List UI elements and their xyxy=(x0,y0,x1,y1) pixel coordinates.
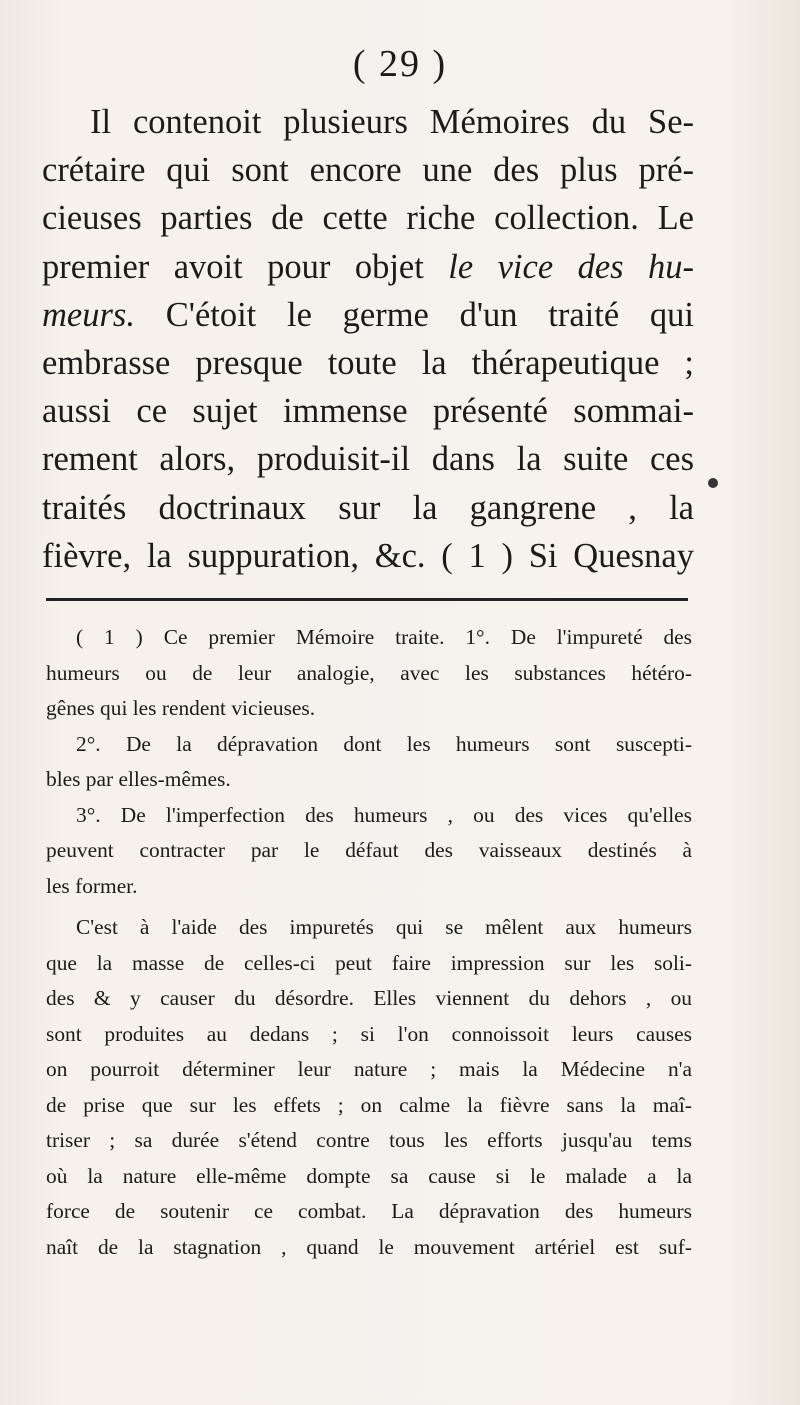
text-line-with-italic xyxy=(42,243,694,291)
footnote-paragraph xyxy=(46,727,692,798)
footnote-line: 3°. De l'imperfection des humeurs , ou des vices qu'elles xyxy=(76,802,692,827)
text-line: fièvre, la suppuration, &c. ( 1 ) Si Quesnay xyxy=(42,536,694,575)
footnote-paragraph xyxy=(46,620,692,727)
text-line: embrasse presque toute la thérapeutique ; xyxy=(42,344,694,383)
footnote-line: C'est à l'aide des impuretés qui se mêlent aux humeurs xyxy=(76,915,692,939)
text-line-with-italic xyxy=(42,291,694,339)
page-number: ( 29 ) xyxy=(352,43,448,85)
footnote-line: où la nature elle-même dompte sa cause si le malade a la xyxy=(46,1163,692,1188)
text-line: rement alors, produisit-il dans la suite ces xyxy=(42,440,694,479)
footnote-line: ( 1 ) Ce premier Mémoire traite. 1°. De l'impureté des xyxy=(76,625,692,649)
footnote-line: peuvent contracter par le défaut des vaisseaux destinés à xyxy=(46,838,692,862)
text-line: Il contenoit plusieurs Mémoires du Se- xyxy=(90,103,694,141)
footnote-paragraph xyxy=(46,798,692,905)
footnote-line: gênes qui les rendent vicieuses. xyxy=(46,696,316,720)
text-line: traités doctrinaux sur la gangrene , la xyxy=(42,488,694,527)
footnote-line: des & y causer du désordre. Elles viennent du dehors , ou xyxy=(46,986,692,1010)
footnote-line: triser ; sa durée s'étend contre tous les efforts jusqu'au tems xyxy=(46,1128,692,1152)
footnote-line: on pourroit déterminer leur nature ; mais la Médecine n'a xyxy=(46,1057,692,1081)
text-line: crétaire qui sont encore une des plus pré- xyxy=(42,151,694,190)
footnote-line: sont produites au dedans ; si l'on connoissoit leurs causes xyxy=(46,1021,692,1046)
footnote-line: 2°. De la dépravation dont les humeurs sont suscepti- xyxy=(76,731,692,756)
footnote xyxy=(46,620,692,1265)
footnote-line: humeurs ou de leur analogie, avec les substances hétéro- xyxy=(46,660,692,685)
footnote-line: que la masse de celles-ci peut faire impression sur les soli- xyxy=(46,950,692,975)
italic-phrase: le vice des hu- xyxy=(448,247,694,286)
footnote-paragraph xyxy=(46,910,692,1265)
ink-speck xyxy=(708,478,718,488)
footnote-line: bles par elles-mêmes. xyxy=(46,767,231,791)
footnote-line: force de soutenir ce combat. La dépravation des humeurs xyxy=(46,1199,692,1223)
footnote-line: les former. xyxy=(46,873,138,898)
footnote-line: de prise que sur les effets ; on calme la fièvre sans la maî- xyxy=(46,1092,692,1117)
footnote-line: naît de la stagnation , quand le mouvement artériel est suf- xyxy=(46,1234,692,1259)
text-span: premier avoit pour objet xyxy=(42,247,424,286)
footnote-rule xyxy=(46,598,688,601)
italic-word: meurs. xyxy=(42,295,135,334)
text-span: C'étoit le germe d'un traité qui xyxy=(165,295,694,334)
text-line: cieuses parties de cette riche collection. Le xyxy=(42,199,694,238)
main-text xyxy=(42,98,694,580)
text-line: aussi ce sujet immense présenté sommai- xyxy=(42,392,694,431)
